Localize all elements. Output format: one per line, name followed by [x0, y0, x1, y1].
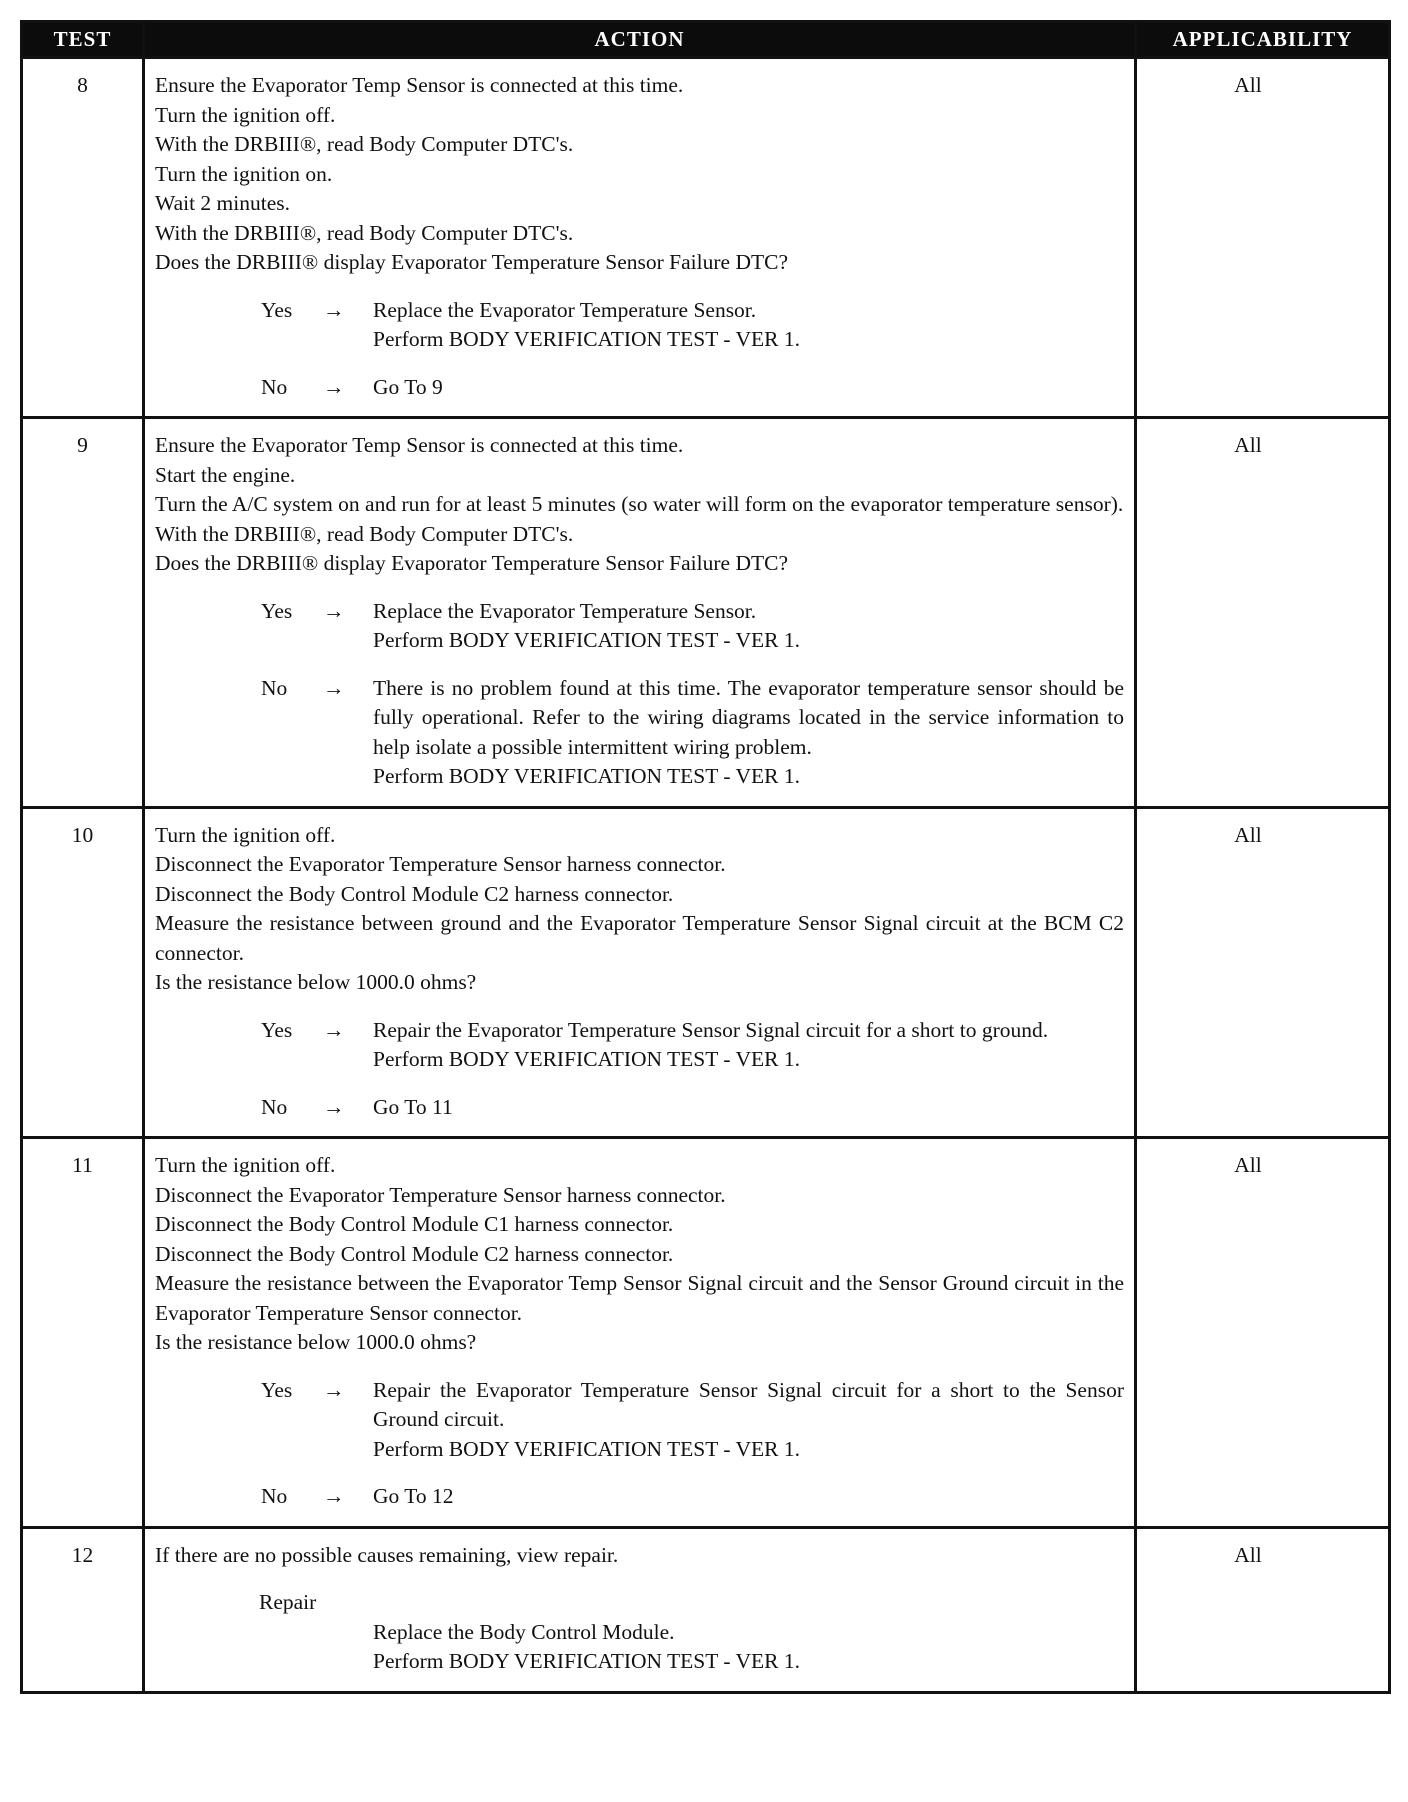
step-text: Turn the ignition off. [155, 1153, 336, 1177]
yes-label: Yes [261, 598, 293, 623]
step-text: Disconnect the Evaporator Temperature Sensor harness connector. [155, 852, 726, 876]
no-outcome [261, 373, 1124, 403]
step-text: Wait 2 minutes. [155, 191, 291, 215]
table-row [22, 1138, 1390, 1528]
yes-outcome [261, 1376, 1124, 1465]
yes-text: Repair the Evaporator Temperature Sensor Signal circuit for a short to ground. [373, 1017, 1049, 1042]
step-text: Disconnect the Body Control Module C2 harness connector. [155, 881, 674, 906]
action-cell [144, 58, 1136, 418]
no-label: No [261, 374, 288, 399]
no-text: There is no problem found at this time. The evaporator temperature sensor should be fully operational. Refer to the wiring diagrams located in the service information to help isolate a possible intermittent wiring problem. [373, 675, 1124, 759]
arrow-right-icon: → [323, 1094, 345, 1119]
step-text: With the DRBIII®, read Body Computer DTC's. [155, 132, 574, 156]
no-outcome [261, 674, 1124, 792]
arrow-right-icon: → [323, 1484, 345, 1508]
no-label: No [261, 675, 288, 700]
step-text: With the DRBIII®, read Body Computer DTC's. [155, 220, 574, 245]
step-text: Ensure the Evaporator Temp Sensor is connected at this time. [155, 433, 684, 457]
yes-text: Perform BODY VERIFICATION TEST - VER 1. [373, 1436, 801, 1461]
yes-text: Replace the Evaporator Temperature Sensor. [373, 297, 757, 322]
action-cell [144, 1138, 1136, 1528]
step-text: Turn the ignition off. [155, 822, 336, 847]
step-text: Disconnect the Body Control Module C2 harness connector. [155, 1241, 674, 1266]
action-cell [144, 418, 1136, 808]
applicability-value: All [1136, 58, 1390, 418]
no-text: Go To 12 [373, 1484, 454, 1508]
table-row [22, 807, 1390, 1138]
yes-outcome [261, 597, 1124, 656]
applicability-value: All [1136, 1527, 1390, 1692]
test-number: 11 [22, 1138, 144, 1528]
arrow-right-icon: → [323, 1017, 345, 1042]
diagnostic-table-page [20, 20, 1388, 1694]
test-number: 10 [22, 807, 144, 1138]
step-text: Disconnect the Body Control Module C1 harness connector. [155, 1212, 674, 1236]
applicability-value: All [1136, 1138, 1390, 1528]
no-text: Go To 11 [373, 1094, 453, 1119]
test-number: 8 [22, 58, 144, 418]
step-text: Turn the ignition on. [155, 161, 333, 186]
no-outcome [261, 1093, 1124, 1123]
yes-text: Perform BODY VERIFICATION TEST - VER 1. [373, 628, 801, 652]
yes-outcome [261, 296, 1124, 355]
no-label: No [261, 1094, 288, 1119]
step-text: Turn the A/C system on and run for at least 5 minutes (so water will form on the evaporator temperature sensor). [155, 492, 1124, 516]
yes-label: Yes [261, 1017, 293, 1042]
yes-text: Perform BODY VERIFICATION TEST - VER 1. [373, 1047, 801, 1071]
step-text: Is the resistance below 1000.0 ohms? [155, 970, 477, 994]
no-label: No [261, 1484, 288, 1508]
no-text: Perform BODY VERIFICATION TEST - VER 1. [373, 764, 801, 788]
repair-text: Replace the Body Control Module. [373, 1619, 675, 1644]
table-row [22, 1527, 1390, 1692]
action-cell [144, 807, 1136, 1138]
yes-label: Yes [261, 297, 293, 322]
test-number: 12 [22, 1527, 144, 1692]
yes-label: Yes [261, 1377, 293, 1402]
step-text: Does the DRBIII® display Evaporator Temperature Sensor Failure DTC? [155, 551, 788, 575]
arrow-right-icon: → [323, 297, 345, 322]
yes-text: Perform BODY VERIFICATION TEST - VER 1. [373, 327, 801, 351]
arrow-right-icon: → [323, 1377, 345, 1402]
diagnostic-test-table [20, 20, 1391, 1694]
step-text: Disconnect the Evaporator Temperature Sensor harness connector. [155, 1182, 726, 1207]
table-row [22, 418, 1390, 808]
yes-outcome [261, 1016, 1124, 1075]
step-text: Start the engine. [155, 462, 296, 487]
step-text: Turn the ignition off. [155, 102, 336, 127]
action-cell [144, 1527, 1136, 1692]
step-text: Measure the resistance between the Evaporator Temp Sensor Signal circuit and the Sensor Ground circuit in the Evaporator Temperature Sensor connector. [155, 1271, 1124, 1325]
arrow-right-icon: → [323, 374, 345, 399]
step-text: If there are no possible causes remaining, view repair. [155, 1542, 619, 1567]
step-text: Ensure the Evaporator Temp Sensor is connected at this time. [155, 73, 684, 97]
arrow-right-icon: → [323, 598, 345, 623]
repair-text: Perform BODY VERIFICATION TEST - VER 1. [373, 1649, 801, 1673]
header-test: TEST [22, 22, 144, 58]
step-text: Is the resistance below 1000.0 ohms? [155, 1330, 477, 1354]
step-text: Does the DRBIII® display Evaporator Temperature Sensor Failure DTC? [155, 250, 788, 274]
arrow-right-icon: → [323, 675, 345, 700]
header-applicability: APPLICABILITY [1136, 22, 1390, 58]
applicability-value: All [1136, 418, 1390, 808]
test-number: 9 [22, 418, 144, 808]
yes-text: Replace the Evaporator Temperature Sensor. [373, 598, 757, 623]
step-text: With the DRBIII®, read Body Computer DTC's. [155, 521, 574, 546]
no-text: Go To 9 [373, 374, 443, 399]
repair-body [373, 1618, 1124, 1677]
header-action: ACTION [144, 22, 1136, 58]
repair-label: Repair [259, 1590, 317, 1614]
table-header-row [22, 22, 1390, 58]
yes-text: Repair the Evaporator Temperature Sensor Signal circuit for a short to the Sensor Ground circuit. [373, 1377, 1124, 1431]
table-row [22, 58, 1390, 418]
step-text: Measure the resistance between ground and the Evaporator Temperature Sensor Signal circuit at the BCM C2 connector. [155, 911, 1124, 965]
applicability-value: All [1136, 807, 1390, 1138]
no-outcome [261, 1482, 1124, 1512]
